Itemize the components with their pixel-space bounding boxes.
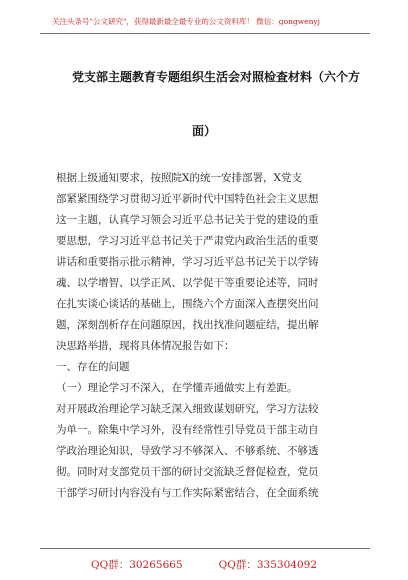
body-line: 决思路举措，现将具体情况报告如下： [56,340,235,352]
body-line: 学政治理论知识，导致学习不够深入、不够系统、不够透 [56,445,319,457]
footer [0,559,408,571]
body-line: 彻。同时对支部党员干部的研讨交流缺乏督促检查，党员 [56,466,319,478]
footer-qq-group-2: QQ群：335304092 [218,559,317,571]
body-line: 干部学习研讨内容没有与工作实际紧密结合，在全面系统 [56,487,319,499]
body-line: 在扎实谈心谈话的基础上，围绕六个方面深入查摆突出问 [56,298,319,310]
subsection-heading: （一）理论学习不深入，在学懂弄通做实上有差距。 [56,382,298,394]
body-line: 为单一。除集中学习外，没有经常性引导党员干部主动自 [56,424,319,436]
footer-qq-group-1: QQ群：30265665 [90,559,183,571]
body-line: 讲话和重要指示批示精神，学习习近平总书记关于以学铸 [56,256,319,268]
document-title-line-1: 党支部主题教育专题组织生活会对照检查材料（六个方 [72,70,361,84]
body-line: 要思想，学习习近平总书记关于严肃党内政治生活的重要 [56,235,319,247]
body-line: 这一主题，认真学习领会习近平总书记关于党的建设的重 [56,214,319,226]
document-body [56,168,366,504]
body-line: 魂、以学增智、以学正风、以学促干等重要论述等，同时 [56,277,319,289]
header-note: 关注头条号"公文研究"，获得最新最全最专业的公文资料库！ 微信：gongwenyj [52,17,320,26]
document-title-line-2: 面） [192,124,217,138]
header-divider [40,33,370,34]
body-line: 根据上级通知要求，按照院X的统一安排部署，X党支 [56,172,302,184]
body-line: 对开展政治理论学习缺乏深入细致谋划研究，学习方法较 [56,403,319,415]
body-line: 题，深刻剖析存在问题原因，找出找准问题症结，提出解 [56,319,319,331]
section-heading: 一、存在的问题 [56,361,130,373]
body-line: 部紧紧围绕学习贯彻习近平新时代中国特色社会主义思想 [56,193,319,205]
footer-divider [40,548,370,549]
